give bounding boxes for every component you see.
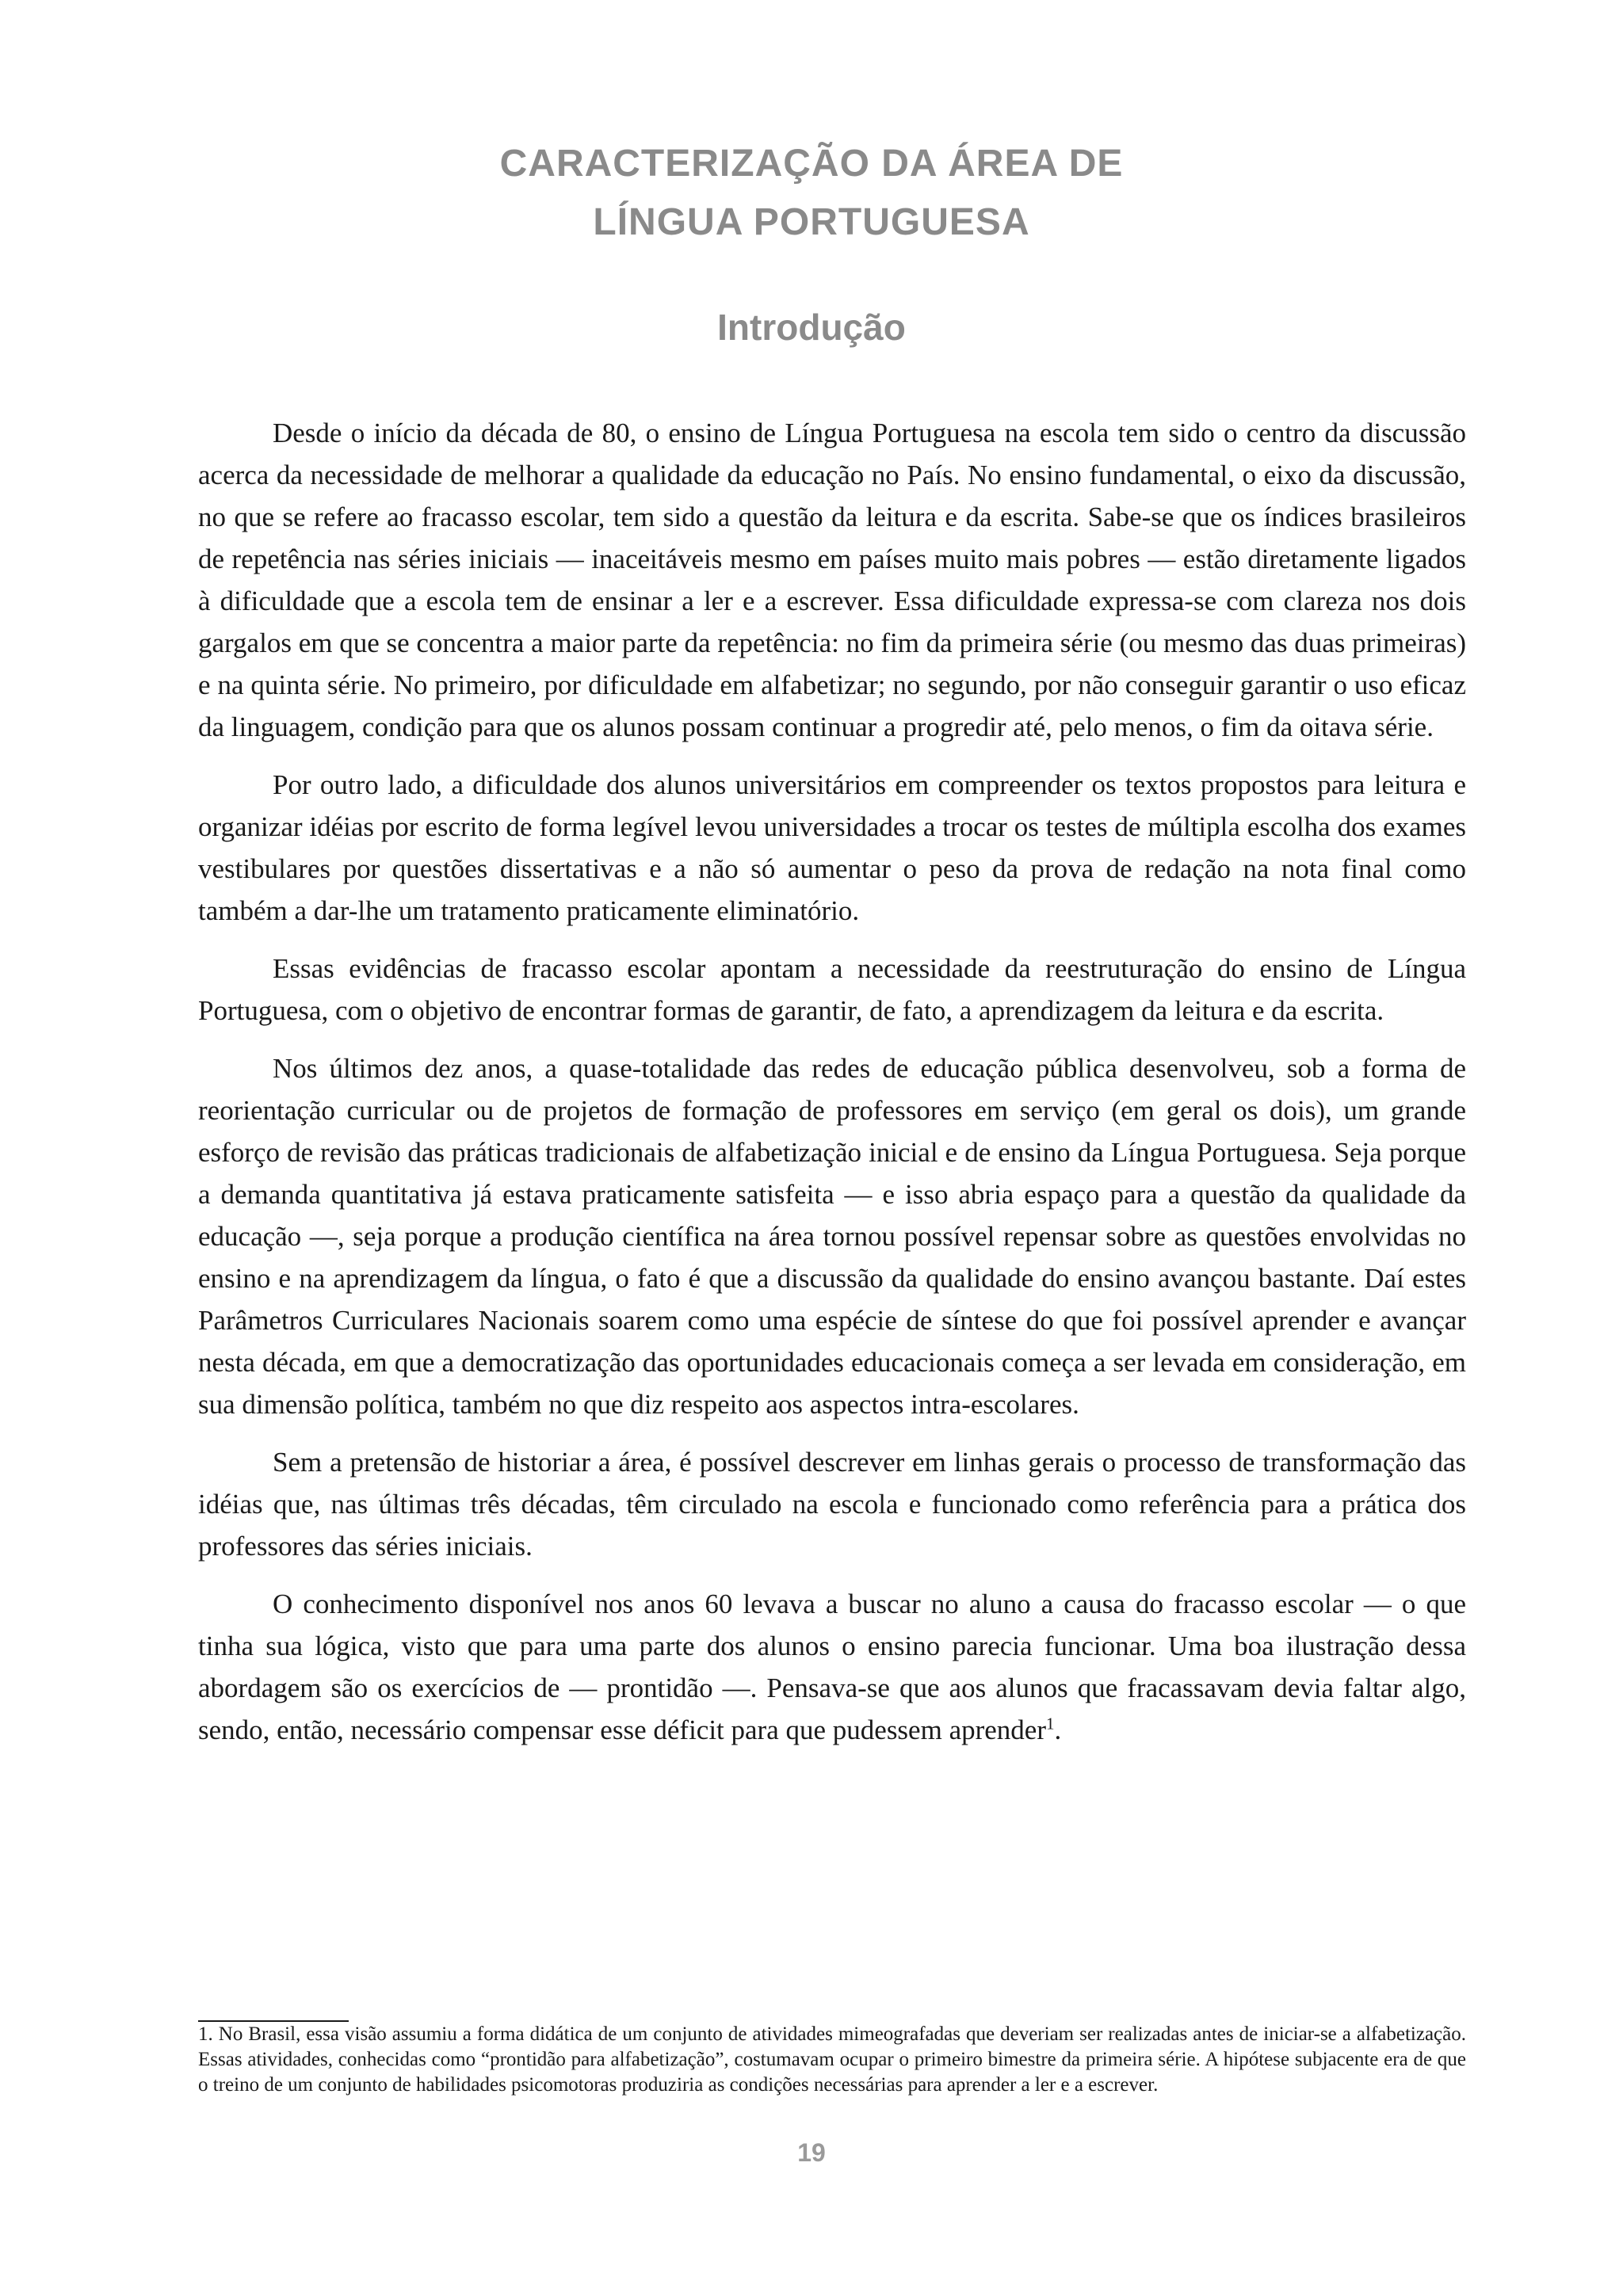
paragraph-4: Nos últimos dez anos, a quase-totalidade das redes de educação pública desenvolveu, sob a forma de reorientação curricular ou de projetos de formação de professores em serviço (em geral os dois), um grande esforço de revisão das práticas tradicionais de alfabetização inicial e de ensino da Língua Portuguesa. Seja porque a demanda quantitativa já estava praticamente satisfeita — e isso abria espaço para a questão da qualidade da educação —, seja porque a produção científica na área tornou possível repensar sobre as questões envolvidas no ensino e na aprendizagem da língua, o fato é que a discussão da qualidade do ensino avançou bastante. Daí estes Parâmetros Curriculares Nacionais soarem como uma espécie de síntese do que foi possível aprender e avançar nesta década, em que a democratização das oportunidades educacionais começa a ser levada em consideração, em sua dimensão política, também no que diz respeito aos aspectos intra-escolares. <box>198 1053 1466 1420</box>
section-title: Introdução <box>717 307 906 348</box>
page-number: 19 <box>797 2138 826 2167</box>
paragraph-6-end: . <box>1054 1714 1062 1745</box>
paragraph-3: Essas evidências de fracasso escolar apontam a necessidade da reestruturação do ensino de Língua Portuguesa, com o objetivo de encontrar formas de garantir, de fato, a aprendizagem da leitura e da escrita. <box>198 953 1466 1026</box>
paragraph-2: Por outro lado, a dificuldade dos alunos universitários em compreender os textos propostos para leitura e organizar idéias por escrito de forma legível levou universidades a trocar os testes de múltipla escolha dos exames vestibulares por questões dissertativas e a não só aumentar o peso da prova de redação na nota final como também a dar-lhe um tratamento praticamente eliminatório. <box>198 769 1466 926</box>
chapter-title-line-1: CARACTERIZAÇÃO DA ÁREA DE <box>499 143 1124 185</box>
footnote-marker: 1 <box>1045 1714 1055 1733</box>
paragraph-5: Sem a pretensão de historiar a área, é possível descrever em linhas gerais o processo de transformação das idéias que, nas últimas três décadas, têm circulado na escola e funcionado como referência para a prática dos professores das séries iniciais. <box>198 1447 1466 1562</box>
paragraph-6 <box>198 1583 1466 1751</box>
footnote-text: 1. No Brasil, essa visão assumiu a forma didática de um conjunto de atividades mimeografadas que deveriam ser realizadas antes de iniciar-se a alfabetização. Essas atividades, conhecidas como “prontidão para alfabetização”, costumavam ocupar o primeiro bimestre da primeira série. A hipótese subjacente era de que o treino de um conjunto de habilidades psicomotoras produziria as condições necessárias para aprender a ler e a escrever. <box>198 2023 1466 2096</box>
chapter-title <box>0 135 1623 252</box>
paragraph-1: Desde o início da década de 80, o ensino de Língua Portuguesa na escola tem sido o centro da discussão acerca da necessidade de melhorar a qualidade da educação no País. No ensino fundamental, o eixo da discussão, no que se refere ao fracasso escolar, tem sido a questão da leitura e da escrita. Sabe-se que os índices brasileiros de repetência nas séries iniciais — inaceitáveis mesmo em países muito mais pobres — estão diretamente ligados à dificuldade que a escola tem de ensinar a ler e a escrever. Essa dificuldade expressa-se com clareza nos dois gargalos em que se concentra a maior parte da repetência: no fim da primeira série (ou mesmo das duas primeiras) e na quinta série. No primeiro, por dificuldade em alfabetizar; no segundo, por não conseguir garantir o uso eficaz da linguagem, condição para que os alunos possam continuar a progredir até, pelo menos, o fim da oitava série. <box>198 418 1466 742</box>
paragraph-6-text: O conhecimento disponível nos anos 60 levava a buscar no aluno a causa do fracasso escolar — o que tinha sua lógica, visto que para uma parte dos alunos o ensino parecia funcionar. Uma boa ilustração dessa abordagem são os exercícios de — prontidão —. Pensava-se que aos alunos que fracassavam devia faltar algo, sendo, então, necessário compensar esse déficit para que pudessem aprender <box>198 1589 1466 1745</box>
chapter-title-line-2: LÍNGUA PORTUGUESA <box>593 201 1030 243</box>
body-text <box>198 412 1466 1751</box>
footnote <box>198 2022 1466 2098</box>
